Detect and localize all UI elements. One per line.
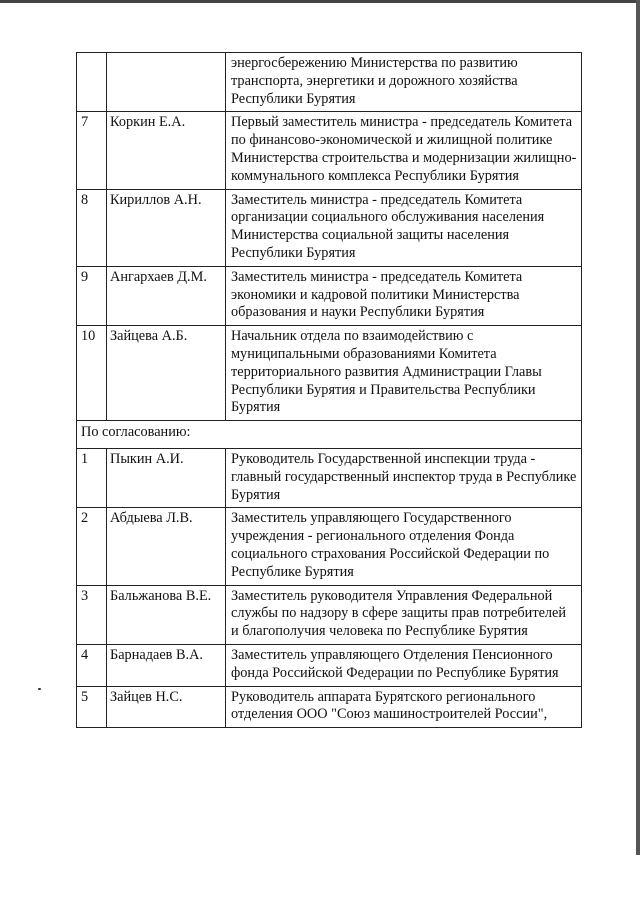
member-position: Заместитель министра - председатель Комитета экономики и кадровой политики Министерства образования и науки Республики Бурятия bbox=[226, 266, 582, 325]
member-name: Бальжанова В.Е. bbox=[107, 585, 226, 644]
row-number bbox=[77, 53, 107, 112]
member-name: Коркин Е.А. bbox=[107, 112, 226, 189]
member-position: Руководитель аппарата Бурятского регионального отделения ООО "Союз машиностроителей России", bbox=[226, 686, 582, 728]
member-name bbox=[107, 53, 226, 112]
row-number: 7 bbox=[77, 112, 107, 189]
table-row bbox=[77, 189, 582, 266]
row-number: 10 bbox=[77, 326, 107, 421]
member-position: Заместитель управляющего Отделения Пенсионного фонда Российской Федерации по Республике Бурятия bbox=[226, 644, 582, 686]
member-name: Ангархаев Д.М. bbox=[107, 266, 226, 325]
row-number: 3 bbox=[77, 585, 107, 644]
section-row bbox=[77, 421, 582, 449]
row-number: 8 bbox=[77, 189, 107, 266]
member-name: Барнадаев В.А. bbox=[107, 644, 226, 686]
scan-edge-right bbox=[636, 0, 640, 905]
row-number: 4 bbox=[77, 644, 107, 686]
row-number: 1 bbox=[77, 448, 107, 507]
page-bottom-margin bbox=[0, 855, 640, 905]
member-position: Заместитель руководителя Управления Федеральной службы по надзору в сфере защиты прав потребителей и благополучия человека по Республике Бурятия bbox=[226, 585, 582, 644]
member-position: Заместитель управляющего Государственного учреждения - регионального отделения Фонда социального страхования Российской Федерации по Республике Бурятия bbox=[226, 508, 582, 585]
member-name: Абдыева Л.В. bbox=[107, 508, 226, 585]
row-number: 2 bbox=[77, 508, 107, 585]
member-name: Кириллов А.Н. bbox=[107, 189, 226, 266]
member-name: Пыкин А.И. bbox=[107, 448, 226, 507]
table-row bbox=[77, 53, 582, 112]
scan-edge-top bbox=[0, 0, 640, 3]
table-row bbox=[77, 448, 582, 507]
table-row bbox=[77, 585, 582, 644]
member-position: Заместитель министра - председатель Комитета организации социального обслуживания населения Министерства социальной защиты населения Республики Бурятия bbox=[226, 189, 582, 266]
scan-speck bbox=[38, 688, 41, 690]
table-row bbox=[77, 266, 582, 325]
member-name: Зайцев Н.С. bbox=[107, 686, 226, 728]
member-position: энергосбережению Министерства по развитию транспорта, энергетики и дорожного хозяйства Республики Бурятия bbox=[226, 53, 582, 112]
table-row bbox=[77, 508, 582, 585]
member-position: Руководитель Государственной инспекции труда - главный государственный инспектор труда в Республике Бурятия bbox=[226, 448, 582, 507]
table-row bbox=[77, 326, 582, 421]
table-row bbox=[77, 112, 582, 189]
section-label: По согласованию: bbox=[77, 421, 582, 449]
row-number: 9 bbox=[77, 266, 107, 325]
table-row bbox=[77, 686, 582, 728]
member-position: Начальник отдела по взаимодействию с муниципальными образованиями Комитета территориального развития Администрации Главы Республики Бурятия и Правительства Республики Бурятия bbox=[226, 326, 582, 421]
member-name: Зайцева А.Б. bbox=[107, 326, 226, 421]
row-number: 5 bbox=[77, 686, 107, 728]
commission-members-table bbox=[76, 52, 582, 728]
table-row bbox=[77, 644, 582, 686]
member-position: Первый заместитель министра - председатель Комитета по финансово-экономической и жилищной политике Министерства строительства и модернизации жилищно-коммунального комплекса Республики Бурятия bbox=[226, 112, 582, 189]
